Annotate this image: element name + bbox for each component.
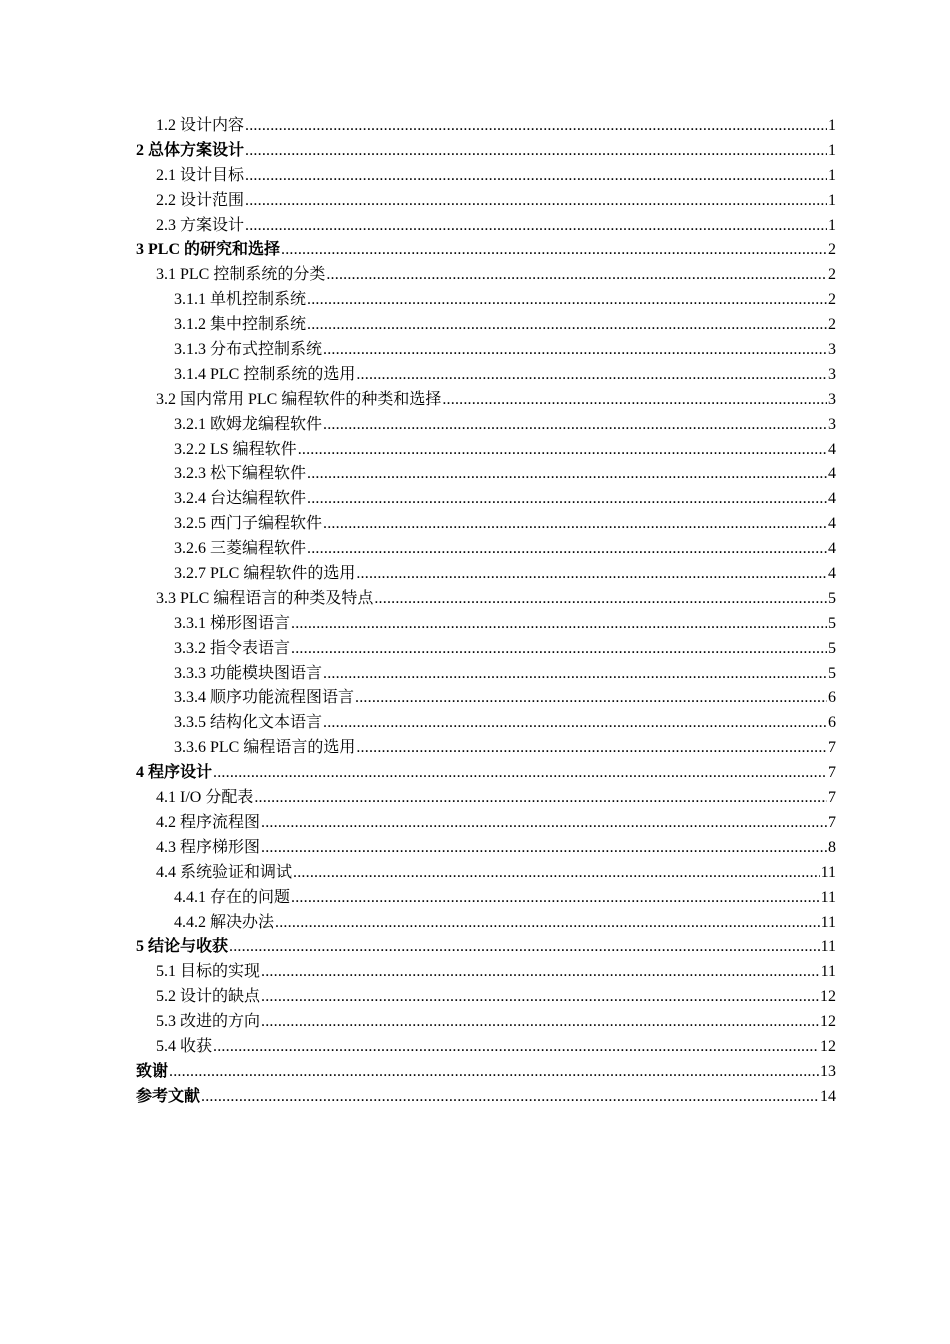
toc-entry-page-number: 3	[828, 365, 836, 383]
toc-dot-leader	[261, 960, 820, 985]
toc-dot-leader	[326, 263, 827, 288]
toc-entry-title: 3.1.4 PLC 控制系统的选用	[174, 365, 356, 383]
toc-entry-title: 3.2.3 松下编程软件	[174, 465, 307, 483]
toc-entry[interactable]	[136, 786, 836, 811]
toc-dot-leader	[245, 189, 827, 214]
toc-entry-title: 4.1 I/O 分配表	[156, 789, 254, 807]
toc-entry[interactable]	[136, 214, 836, 239]
toc-entry[interactable]	[136, 537, 836, 562]
toc-entry[interactable]	[136, 164, 836, 189]
toc-entry[interactable]	[136, 911, 836, 936]
toc-entry-page-number: 4	[828, 540, 836, 558]
toc-entry[interactable]	[136, 313, 836, 338]
toc-entry-page-number: 1	[828, 166, 836, 184]
toc-entry-page-number: 11	[820, 863, 836, 881]
toc-entry-title: 参考文献	[136, 1087, 201, 1105]
toc-entry[interactable]	[136, 438, 836, 463]
toc-dot-leader	[323, 512, 827, 537]
toc-entry[interactable]	[136, 836, 836, 861]
toc-dot-leader	[323, 338, 827, 363]
toc-dot-leader	[254, 786, 827, 811]
toc-entry-page-number: 1	[828, 141, 836, 159]
toc-entry-page-number: 1	[828, 216, 836, 234]
toc-entry-page-number: 4	[828, 565, 836, 583]
toc-entry-title: 5.3 改进的方向	[156, 1013, 261, 1031]
toc-entry-title: 3.3.4 顺序功能流程图语言	[174, 689, 355, 707]
toc-entry-page-number: 8	[828, 838, 836, 856]
toc-dot-leader	[229, 935, 820, 960]
toc-entry-title: 1.2 设计内容	[156, 117, 245, 134]
toc-dot-leader	[374, 587, 827, 612]
toc-entry[interactable]	[136, 1060, 836, 1085]
toc-entry[interactable]	[136, 935, 836, 960]
toc-entry[interactable]	[136, 139, 836, 164]
toc-entry-page-number: 12	[820, 1037, 836, 1055]
toc-entry[interactable]	[136, 512, 836, 537]
toc-entry-page-number: 2	[828, 266, 836, 284]
toc-dot-leader	[323, 711, 827, 736]
toc-dot-leader	[245, 214, 827, 239]
toc-entry-page-number: 2	[828, 291, 836, 309]
toc-entry[interactable]	[136, 1085, 836, 1110]
toc-entry[interactable]	[136, 263, 836, 288]
toc-entry-page-number: 2	[828, 241, 836, 259]
toc-entry[interactable]	[136, 462, 836, 487]
toc-entry-title: 4 程序设计	[136, 764, 213, 782]
toc-entry-page-number: 7	[828, 764, 836, 782]
toc-entry[interactable]	[136, 612, 836, 637]
toc-entry[interactable]	[136, 985, 836, 1010]
toc-entry-page-number: 7	[828, 739, 836, 757]
toc-entry-title: 3.1.2 集中控制系统	[174, 316, 307, 334]
toc-entry-title: 3.2.5 西门子编程软件	[174, 515, 323, 533]
toc-entry-title: 3.1.1 单机控制系统	[174, 291, 307, 309]
toc-dot-leader	[307, 462, 827, 487]
toc-entry-title: 4.4 系统验证和调试	[156, 863, 293, 881]
toc-entry-page-number: 11	[820, 913, 836, 931]
toc-dot-leader	[307, 537, 827, 562]
toc-dot-leader	[293, 861, 820, 886]
toc-entry-page-number: 4	[828, 490, 836, 508]
toc-entry-title: 3.1 PLC 控制系统的分类	[156, 266, 326, 284]
toc-entry[interactable]	[136, 1010, 836, 1035]
toc-entry-page-number: 7	[828, 789, 836, 807]
toc-entry[interactable]	[136, 413, 836, 438]
toc-entry-title: 5.2 设计的缺点	[156, 988, 261, 1006]
toc-entry-page-number: 5	[828, 664, 836, 682]
toc-dot-leader	[442, 388, 827, 413]
toc-dot-leader	[323, 662, 827, 687]
toc-entry-page-number: 4	[828, 465, 836, 483]
toc-dot-leader	[323, 413, 827, 438]
toc-entry-title: 3.2.4 台达编程软件	[174, 490, 307, 508]
toc-dot-leader	[355, 686, 827, 711]
toc-dot-leader	[291, 612, 827, 637]
toc-entry-page-number: 6	[828, 689, 836, 707]
toc-entry-page-number: 5	[828, 589, 836, 607]
toc-entry[interactable]	[136, 587, 836, 612]
toc-entry-page-number: 11	[820, 888, 836, 906]
toc-entry[interactable]	[136, 238, 836, 263]
toc-entry-page-number: 3	[828, 415, 836, 433]
toc-entry-page-number: 14	[820, 1087, 836, 1105]
toc-entry-title: 5.1 目标的实现	[156, 963, 261, 981]
toc-dot-leader	[356, 562, 827, 587]
toc-entry-title: 5 结论与收获	[136, 938, 229, 956]
toc-entry[interactable]	[136, 189, 836, 214]
toc-dot-leader	[261, 836, 827, 861]
toc-entry-page-number: 12	[820, 1013, 836, 1031]
toc-entry-title: 3.3.2 指令表语言	[174, 639, 291, 657]
toc-entry-page-number: 11	[820, 963, 836, 981]
toc-dot-leader	[307, 313, 827, 338]
toc-entry[interactable]	[136, 662, 836, 687]
toc-entry-page-number: 3	[828, 390, 836, 408]
toc-entry-title: 致谢	[136, 1062, 169, 1080]
toc-entry-title: 3.3.6 PLC 编程语言的选用	[174, 739, 356, 757]
toc-dot-leader	[261, 811, 827, 836]
toc-entry-page-number: 11	[820, 938, 836, 956]
toc-entry[interactable]	[136, 487, 836, 512]
toc-entry-page-number: 6	[828, 714, 836, 732]
toc-entry-page-number: 3	[828, 341, 836, 359]
toc-dot-leader	[261, 985, 819, 1010]
toc-dot-leader	[307, 487, 827, 512]
toc-entry-page-number: 5	[828, 639, 836, 657]
toc-entry-title: 2.3 方案设计	[156, 216, 245, 234]
toc-entry-title: 3 PLC 的研究和选择	[136, 241, 281, 259]
toc-entry-page-number: 1	[828, 117, 836, 134]
toc-entry[interactable]	[136, 637, 836, 662]
toc-dot-leader	[245, 164, 827, 189]
toc-entry-title: 3.3.3 功能模块图语言	[174, 664, 323, 682]
toc-entry-title: 3.2.7 PLC 编程软件的选用	[174, 565, 356, 583]
toc-entry-page-number: 13	[820, 1062, 836, 1080]
toc-dot-leader	[275, 911, 820, 936]
toc-entry[interactable]	[136, 388, 836, 413]
toc-entry-title: 2.2 设计范围	[156, 191, 245, 209]
toc-entry-title: 2.1 设计目标	[156, 166, 245, 184]
toc-entry-title: 3.1.3 分布式控制系统	[174, 341, 323, 359]
table-of-contents	[136, 114, 836, 1110]
toc-entry-page-number: 7	[828, 813, 836, 831]
toc-entry-page-number: 2	[828, 316, 836, 334]
toc-entry[interactable]	[136, 811, 836, 836]
toc-entry[interactable]	[136, 736, 836, 761]
toc-entry-title: 4.3 程序梯形图	[156, 838, 261, 856]
toc-entry-title: 4.2 程序流程图	[156, 813, 261, 831]
toc-entry-page-number: 5	[828, 614, 836, 632]
toc-entry[interactable]	[136, 562, 836, 587]
toc-entry-title: 3.2.6 三菱编程软件	[174, 540, 307, 558]
toc-entry-title: 3.3.1 梯形图语言	[174, 614, 291, 632]
toc-entry-title: 3.2.2 LS 编程软件	[174, 440, 297, 458]
toc-dot-leader	[245, 139, 827, 164]
toc-entry[interactable]	[136, 1035, 836, 1060]
toc-entry[interactable]	[136, 114, 836, 139]
toc-entry[interactable]	[136, 363, 836, 388]
toc-entry[interactable]	[136, 960, 836, 985]
toc-dot-leader	[307, 288, 827, 313]
toc-entry-title: 2 总体方案设计	[136, 141, 245, 159]
toc-entry-title: 4.4.2 解决办法	[174, 913, 275, 931]
toc-dot-leader	[213, 1035, 819, 1060]
toc-entry[interactable]	[136, 711, 836, 736]
toc-dot-leader	[261, 1010, 819, 1035]
toc-entry-page-number: 1	[828, 191, 836, 209]
toc-entry-page-number: 12	[820, 988, 836, 1006]
toc-dot-leader	[356, 736, 827, 761]
toc-dot-leader	[169, 1060, 819, 1085]
toc-entry-title: 5.4 收获	[156, 1037, 213, 1055]
toc-entry-title: 3.3 PLC 编程语言的种类及特点	[156, 589, 374, 607]
toc-entry[interactable]	[136, 686, 836, 711]
toc-entry[interactable]	[136, 338, 836, 363]
toc-dot-leader	[213, 761, 827, 786]
toc-dot-leader	[291, 886, 820, 911]
toc-entry[interactable]	[136, 761, 836, 786]
toc-entry-page-number: 4	[828, 515, 836, 533]
toc-dot-leader	[356, 363, 827, 388]
toc-entry-title: 3.2.1 欧姆龙编程软件	[174, 415, 323, 433]
toc-entry[interactable]	[136, 861, 836, 886]
toc-entry-title: 3.3.5 结构化文本语言	[174, 714, 323, 732]
toc-entry-title: 3.2 国内常用 PLC 编程软件的种类和选择	[156, 390, 442, 408]
toc-entry-page-number: 4	[828, 440, 836, 458]
toc-dot-leader	[298, 438, 827, 463]
toc-dot-leader	[291, 637, 827, 662]
toc-entry[interactable]	[136, 288, 836, 313]
toc-entry-title: 4.4.1 存在的问题	[174, 888, 291, 906]
toc-entry[interactable]	[136, 886, 836, 911]
toc-dot-leader	[281, 238, 827, 263]
toc-dot-leader	[245, 114, 827, 139]
toc-dot-leader	[201, 1085, 819, 1110]
